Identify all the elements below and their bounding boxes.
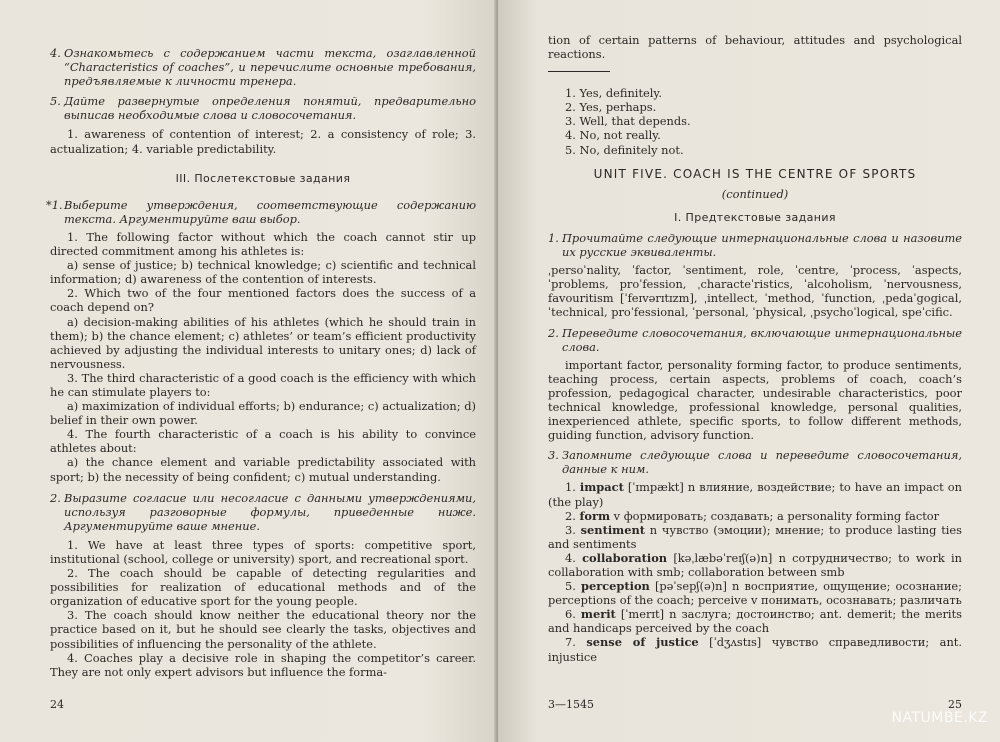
task-text: Выразите согласие или несогласие с данными утверждениями, используя разговорные формулы, приведенные ниже. Аргументируйте ваше мнение.: [64, 490, 476, 533]
task-number: *1.: [46, 197, 63, 212]
paragraph: 4. Coaches play a decisive role in shaping the competitor’s career. They are not only expert advisors but influence the forma-: [50, 650, 476, 679]
list-item: 2. Yes, perhaps.: [565, 100, 657, 115]
task-3: [548, 448, 962, 476]
task-number: 2.: [50, 490, 61, 505]
paragraph: 2. The coach should be capable of detecting regularities and possibilities for realization of educational methods and of the organization of educative sport for the young people.: [50, 566, 476, 609]
task-number: 1.: [548, 230, 559, 245]
task-2: [548, 326, 962, 354]
carry-over-text: tion of certain patterns of behaviour, attitudes and psychological reactions.: [548, 33, 962, 62]
vocab-word: sentiment: [580, 522, 646, 537]
vocab-word: impact: [579, 480, 624, 495]
paragraph: 1. We have at least three types of sports: competitive sport, institutional (school, college or university) sport, and recreational sport.: [50, 537, 476, 566]
left-page: [0, 0, 498, 742]
task-number: 5.: [50, 94, 61, 109]
vocab-word: sense of justice: [586, 635, 699, 650]
paragraph: 1. The following factor without which the coach cannot stir up directed commitment among his athletes is:: [50, 229, 476, 259]
vocabulary-list: [548, 480, 962, 663]
task-number: 4.: [50, 46, 61, 60]
paragraph: a) the chance element and variable predictability associated with sport; b) the necessity of being confident; c) mutual understanding.: [50, 455, 476, 484]
vocab-entry: 7. sense of justice [ˈdʒʌstɪs] чувство справедливости; ant. injustice: [548, 635, 963, 664]
vocab-word: perception: [581, 579, 650, 594]
vocab-entry: 4. collaboration [kəˌlæbəˈreɪʃ(ə)n] n сотрудничество; to work in collaboration with smb; collaboration between smb: [548, 550, 962, 579]
task-2: [50, 491, 476, 533]
list-item: 5. No, definitely not.: [565, 142, 684, 157]
task-4: [50, 46, 476, 88]
task-1: [548, 231, 962, 259]
paragraph: a) sense of justice; b) technical knowledge; c) scientific and technical information; d) awareness of the contention of interests.: [50, 258, 476, 287]
page-number: 24: [50, 697, 64, 711]
vocab-entry: 2. form v формировать; создавать; a personality forming factor: [565, 508, 940, 523]
task-text: Переведите словосочетания, включающие интернациональные слова.: [562, 325, 962, 354]
vocab-word: merit: [580, 607, 616, 622]
vocab-word: form: [579, 508, 611, 523]
task-5: [50, 94, 476, 122]
paragraph: 2. Which two of the four mentioned factors does the success of a coach depend on?: [50, 286, 476, 315]
phrase-list: important factor, personality forming factor, to produce sentiments, teaching process, certain aspects, problems of coach, coach’s profession, pedagogical character, undesirable characteristics, poor technical knowledge, professional knowledge, personal qualities, inexperienced athlete, specific sports, to follow different methods, guiding function, advisory function.: [548, 357, 962, 443]
vocab-entry: 1. impact [ˈɪmpækt] n влияние, воздействие; to have an impact on (the play): [548, 480, 962, 509]
answer-options: [548, 86, 962, 156]
paragraph: 3. The coach should know neither the educational theory nor the practice based on it, but he should see clearly the tasks, objectives and possibilities of influencing the personality of the athlete.: [50, 608, 476, 651]
task-5-items: 1. awareness of contention of interest; 2. a consistency of role; 3. actualization; 4. variable predictability.: [50, 127, 476, 156]
task-text: Дайте развернутые определения понятий, предварительно выписав необходимые слова и словосочетания.: [64, 94, 476, 123]
task-text: Прочитайте следующие интернациональные слова и назовите их русские эквиваленты.: [562, 230, 962, 260]
unit-title: UNIT FIVE. COACH IS THE CENTRE OF SPORTS: [593, 166, 917, 181]
paragraph: 3. The third characteristic of a good coach is the efficiency with which he can stimulate players to:: [50, 370, 476, 399]
task-2-body: [50, 538, 476, 679]
continued-label: (continued): [721, 186, 789, 201]
task-1: [46, 197, 476, 226]
right-page: [498, 0, 1000, 742]
task-text: Ознакомьтесь с содержанием части текста, озаглавленной “Characteristics of coaches”, и перечислите основные требования, предъявляемые к личности тренера.: [64, 46, 476, 89]
page-number: 25: [948, 697, 962, 711]
vocab-entry: 3. sentiment n чувство (эмоции); мнение; to produce lasting ties and sentiments: [548, 522, 962, 551]
paragraph: 4. The fourth characteristic of a coach is his ability to convince athletes about:: [50, 427, 476, 456]
task-text: Запомните следующие слова и переведите словосочетания, данные к ним.: [562, 448, 962, 477]
paragraph: a) maximization of individual efforts; b) endurance; c) actualization; d) belief in their own power.: [50, 399, 476, 428]
watermark: NATUMBE.KZ: [891, 710, 988, 726]
divider: [548, 71, 610, 72]
list-item: 4. No, not really.: [565, 128, 661, 143]
vocab-entry: 5. perception [pəˈsepʃ(ə)n] n восприятие, ощущение; осознание; perceptions of the coach; perceive v понимать, осознавать; различать: [548, 579, 962, 608]
task-text: Выберите утверждения, соответствующие содержанию текста. Аргументируйте ваш выбор.: [64, 197, 476, 226]
vocab-word: collaboration: [582, 550, 668, 565]
section-title: I. Предтекстовые задания: [674, 210, 836, 224]
list-item: 3. Well, that depends.: [565, 114, 691, 129]
task-number: 3.: [548, 448, 559, 463]
paragraph: a) decision-making abilities of his athletes (which he should train in them); b) the chance element; c) athletes’ or team’s efficient productivity achieved by adjusting the individual interests to unitary ones; d) lack of nervousness.: [50, 314, 476, 371]
vocab-entry: 6. merit [ˈmerɪt] n заслуга; достоинство; ant. demerit; the merits and handicaps perceived by the coach: [548, 607, 962, 636]
section-title: III. Послетекстовые задания: [175, 171, 351, 185]
task-number: 2.: [548, 325, 559, 340]
list-item: 1. Yes, definitely.: [565, 86, 662, 101]
task-1-body: [50, 230, 476, 484]
international-words: ˌpersoˈnality, ˈfactor, ˈsentiment, role, ˈcentre, ˈprocess, ˈaspects, ˈproblems, proˈfession, ˌcharacteˈristics, ˈalcoholism, ˈnervousness, favouritism [ˈfeɪvərɪtɪzm], ˌintellect, ˈmethod, ˈfunction, ˌpedaˈgogical, ˈtechnical, proˈfessional, ˈpersonal, ˈphysical, ˌpsychoˈlogical, speˈcific.: [548, 263, 962, 320]
print-code: 3—1545: [548, 697, 594, 711]
